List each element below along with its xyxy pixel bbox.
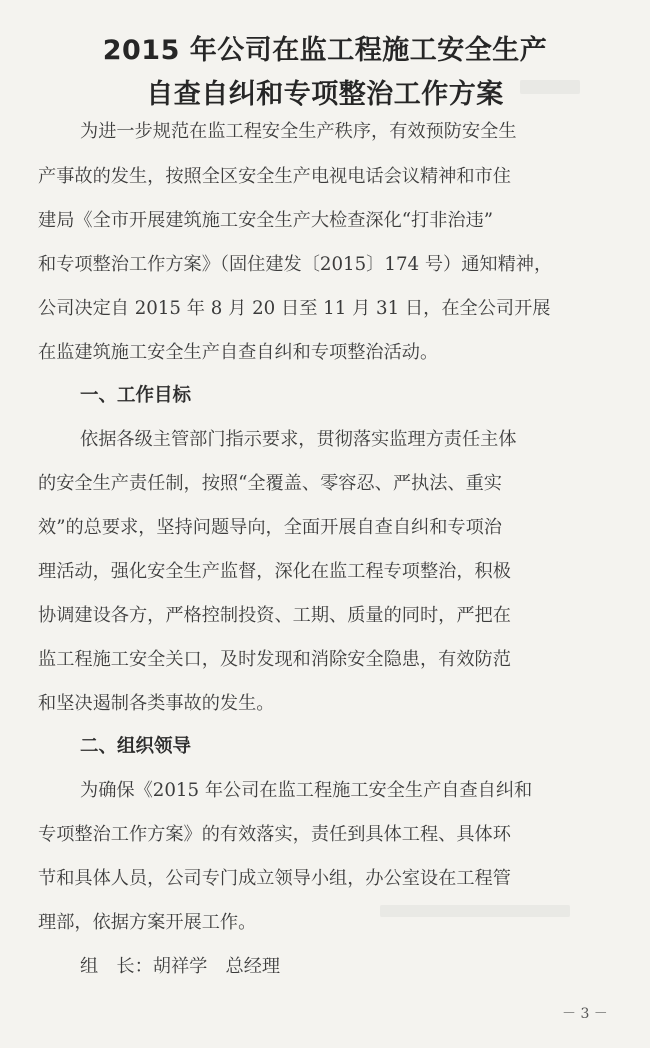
leader-line: 组 长：胡祥学 总经理 xyxy=(80,956,281,977)
section2-line: 理部，依据方案开展工作。 xyxy=(38,912,257,933)
scan-artifact xyxy=(380,905,570,917)
section2-line: 节和具体人员，公司专门成立领导小组，办公室设在工程管 xyxy=(38,868,511,889)
intro-line: 在监建筑施工安全生产自查自纠和专项整治活动。 xyxy=(38,342,439,363)
page-number: － 3 － xyxy=(562,1006,608,1022)
section1-line: 依据各级主管部门指示要求，贯彻落实监理方责任主体 xyxy=(80,429,517,450)
section1-line: 和坚决遏制各类事故的发生。 xyxy=(38,693,275,714)
section2-line: 专项整治工作方案》的有效落实，责任到具体工程、具体环 xyxy=(38,824,511,845)
section-heading-organization: 二、组织领导 xyxy=(80,736,192,757)
document-title-line-2: 自查自纠和专项整治工作方案 xyxy=(146,79,504,110)
section1-line: 理活动，强化安全生产监督，深化在监工程专项整治，积极 xyxy=(38,561,511,582)
section1-line: 的安全生产责任制，按照“全覆盖、零容忍、严执法、重实 xyxy=(38,473,502,494)
intro-line: 产事故的发生，按照全区安全生产电视电话会议精神和市住 xyxy=(38,166,511,187)
section-heading-work-goals: 一、工作目标 xyxy=(80,385,192,406)
intro-line: 公司决定自 2015 年 8 月 20 日至 11 月 31 日，在全公司开展 xyxy=(38,298,551,319)
section1-line: 效”的总要求，坚持问题导向，全面开展自查自纠和专项治 xyxy=(38,517,502,538)
intro-line: 和专项整治工作方案》（固住建发〔2015〕174 号）通知精神， xyxy=(38,254,553,275)
section1-line: 监工程施工安全关口，及时发现和消除安全隐患，有效防范 xyxy=(38,649,511,670)
section1-line: 协调建设各方，严格控制投资、工期、质量的同时，严把在 xyxy=(38,605,511,626)
section2-line: 为确保《2015 年公司在监工程施工安全生产自查自纠和 xyxy=(80,780,533,801)
intro-line: 为进一步规范在监工程安全生产秩序，有效预防安全生 xyxy=(80,121,517,142)
document-title-line-1: 2015 年公司在监工程施工安全生产 xyxy=(102,35,548,66)
intro-line: 建局《全市开展建筑施工安全生产大检查深化“打非治违” xyxy=(38,210,494,231)
